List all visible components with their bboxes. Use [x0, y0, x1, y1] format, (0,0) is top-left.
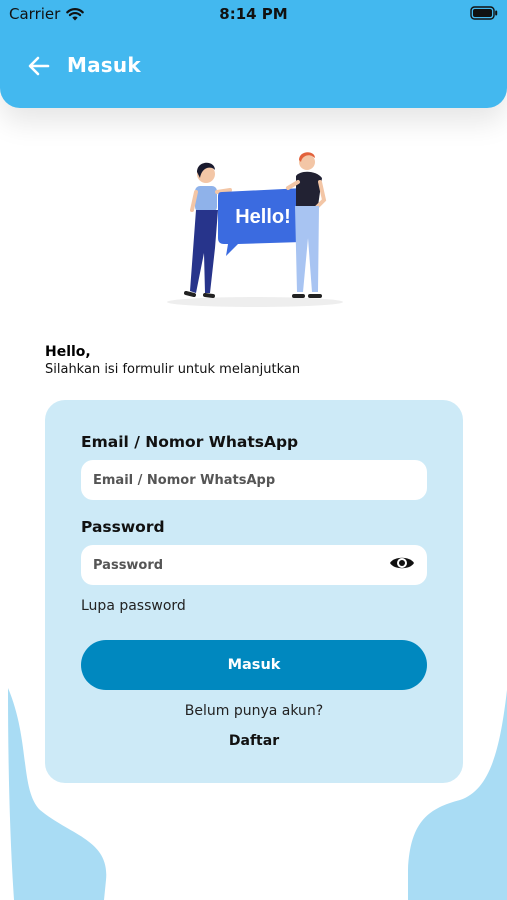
greeting-title: Hello,: [45, 344, 91, 360]
hello-illustration: [160, 148, 350, 313]
forgot-password-link[interactable]: Lupa password: [81, 598, 186, 614]
arrow-left-icon[interactable]: [26, 53, 52, 79]
hello-bubble-text: Hello!: [235, 206, 291, 228]
email-label: Email / Nomor WhatsApp: [81, 433, 299, 451]
password-label: Password: [81, 518, 165, 536]
password-field[interactable]: [81, 545, 427, 585]
carrier-label: Carrier: [9, 5, 61, 23]
greeting-subtitle: Silahkan isi formulir untuk melanjutkan: [45, 362, 301, 377]
login-form-card: [45, 400, 463, 783]
email-field[interactable]: [81, 460, 427, 500]
status-bar: [0, 0, 507, 28]
login-button[interactable]: Masuk: [81, 640, 427, 690]
page-title: Masuk: [67, 53, 141, 77]
illustration-ground-shadow: [167, 297, 343, 307]
no-account-text: Belum punya akun?: [184, 703, 324, 719]
eye-icon[interactable]: [389, 554, 415, 572]
battery-icon: [470, 6, 498, 20]
clock: 8:14 PM: [219, 5, 288, 23]
register-link[interactable]: Daftar: [228, 733, 280, 749]
